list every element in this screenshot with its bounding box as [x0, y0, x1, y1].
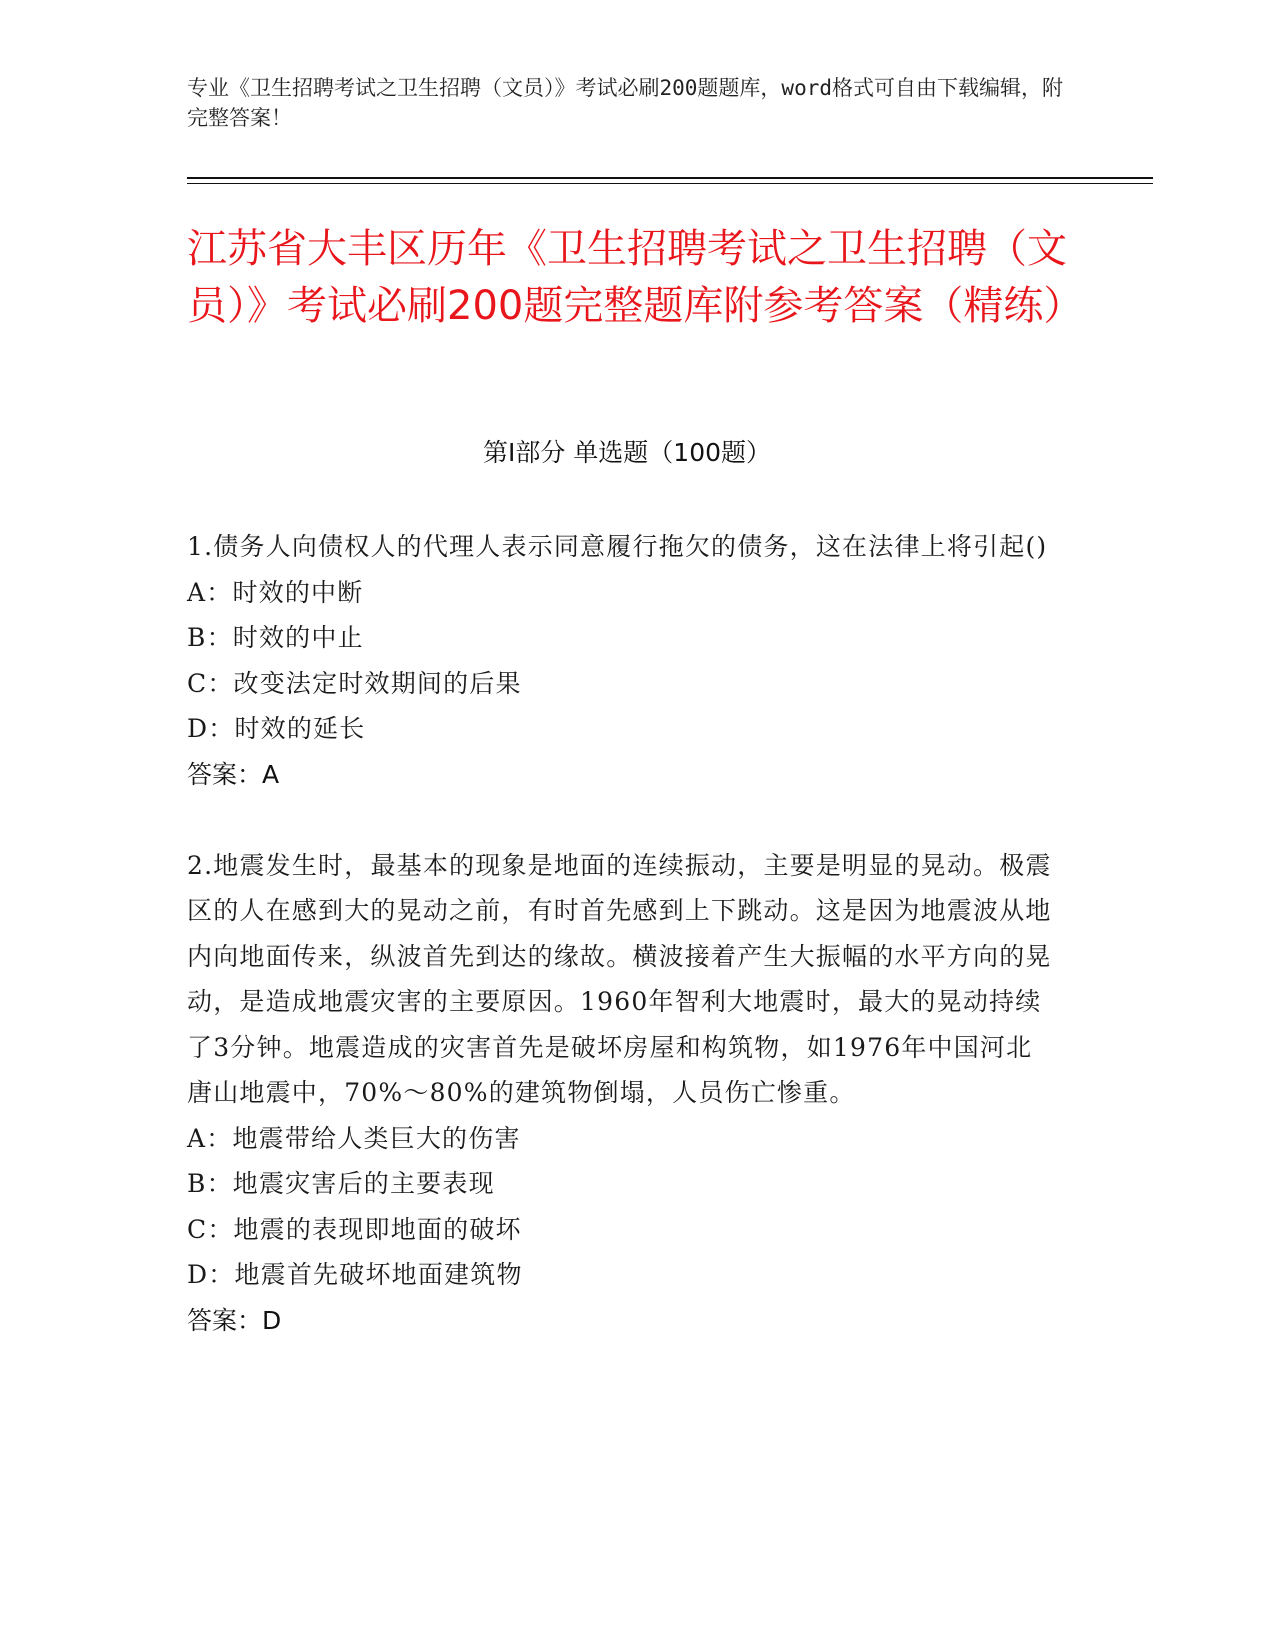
question-option-c: C：地震的表现即地面的破坏 [187, 1214, 522, 1244]
question-option-a: A：时效的中断 [187, 577, 364, 607]
question-2 [187, 843, 1057, 1344]
header-note: 专业《卫生招聘考试之卫生招聘（文员）》考试必刷200题题库，word格式可自由下载编辑，附完整答案！ [187, 76, 1063, 130]
document-title: 江苏省大丰区历年《卫生招聘考试之卫生招聘（文员）》考试必刷200题完整题库附参考答案（精练） [187, 226, 1084, 329]
question-stem: 2.地震发生时，最基本的现象是地面的连续振动，主要是明显的晃动。极震区的人在感到大的晃动之前，有时首先感到上下跳动。这是因为地震波从地内向地面传来，纵波首先到达的缘故。横波接着产生大振幅的水平方向的晃动，是造成地震灾害的主要原因。1960年智利大地震时，最大的晃动持续了3分钟。地震造成的灾害首先是破坏房屋和构筑物，如1976年中国河北唐山地震中，70%～80%的建筑物倒塌，人员伤亡惨重。 [187, 850, 1052, 1107]
question-option-b: B：地震灾害后的主要表现 [187, 1169, 495, 1198]
question-option-b: B：时效的中止 [187, 623, 364, 652]
header-divider-thick [187, 177, 1153, 179]
section-title: 第Ⅰ部分 单选题（100题） [482, 438, 772, 467]
question-spacer [187, 797, 1057, 843]
question-list [187, 524, 1057, 1343]
question-answer: 答案：D [187, 1305, 282, 1335]
question-stem: 1.债务人向债权人的代理人表示同意履行拖欠的债务，这在法律上将引起() [187, 532, 1048, 561]
question-option-c: C：改变法定时效期间的后果 [187, 668, 522, 698]
header-divider-thin [187, 183, 1153, 184]
question-option-d: D：时效的延长 [187, 714, 366, 743]
question-option-a: A：地震带给人类巨大的伤害 [187, 1123, 521, 1153]
question-option-d: D：地震首先破坏地面建筑物 [187, 1260, 523, 1289]
question-1 [187, 524, 1057, 797]
question-answer: 答案：A [187, 759, 280, 789]
